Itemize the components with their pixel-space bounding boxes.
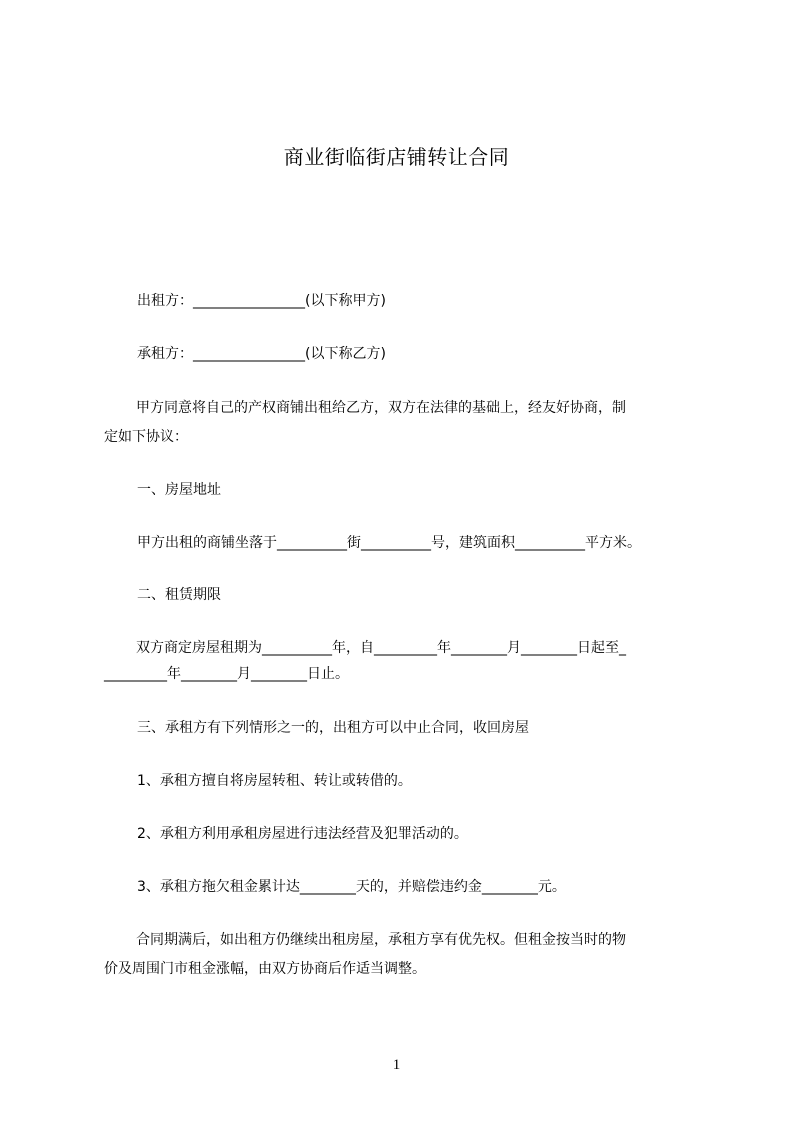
section-3-item-2: 2、承租方利用承租房屋进行违法经营及犯罪活动的。	[137, 826, 468, 842]
lessee-line: 承租方：________________(以下称乙方)	[137, 346, 386, 362]
section-1-heading: 一、房屋地址	[137, 482, 221, 498]
intro-paragraph-line-1: 甲方同意将自己的产权商铺出租给乙方，双方在法律的基础上，经友好协商，制	[122, 400, 626, 416]
intro-paragraph-line-2: 定如下协议：	[104, 429, 188, 445]
page-number: 1	[392, 1057, 401, 1073]
page-title: 商业街临街店铺转让合同	[283, 145, 510, 169]
section-3-heading: 三、承租方有下列情形之一的，出租方可以中止合同，收回房屋	[137, 720, 529, 736]
section-3-item-1: 1、承租方擅自将房屋转租、转让或转借的。	[137, 773, 412, 789]
section-3-item-3: 3、承租方拖欠租金累计达________天的，并赔偿违约金________元。	[137, 879, 566, 895]
lessor-line: 出租方：________________(以下称甲方)	[137, 293, 386, 309]
section-1-body: 甲方出租的商铺坐落于__________街__________号，建筑面积__________平方米。	[137, 535, 641, 551]
section-2-heading: 二、租赁期限	[137, 587, 221, 603]
closing-paragraph-line-1: 合同期满后，如出租方仍继续出租房屋，承租方享有优先权。但租金按当时的物	[122, 932, 626, 948]
section-2-line-2: _________年________月________日止。	[104, 666, 349, 682]
closing-paragraph-line-2: 价及周围门市租金涨幅，由双方协商后作适当调整。	[104, 961, 426, 977]
section-2-line-1: 双方商定房屋租期为__________年，自_________年________月________日起至_	[136, 640, 626, 656]
